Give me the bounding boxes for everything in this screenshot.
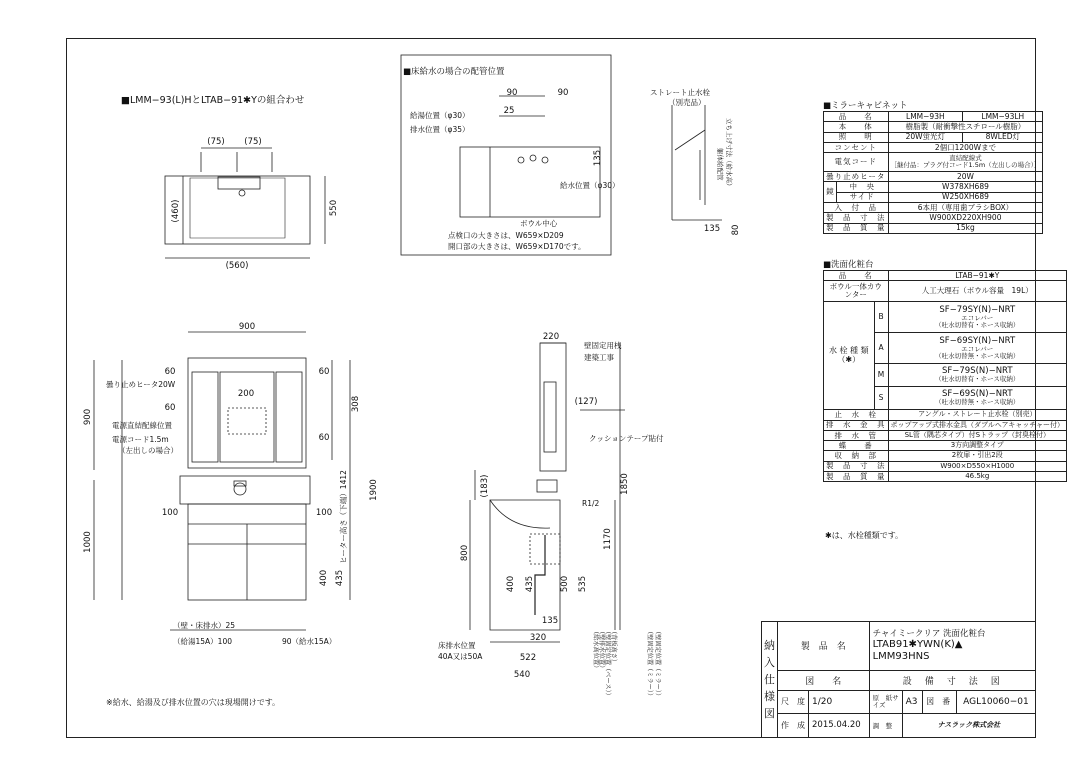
row-label: 製 品 寸 法 — [824, 461, 889, 471]
table-row — [824, 192, 1043, 202]
label-r12: R1/2 — [582, 499, 600, 508]
check-label: 調 整 — [869, 713, 902, 737]
dim-200: 200 — [237, 389, 255, 399]
label-wall-floor-drain: （壁・床排水）25 — [173, 621, 236, 630]
row-label: 品 名 — [824, 112, 889, 122]
row-value: 8WLED灯 — [963, 132, 1043, 142]
number-label: 図 番 — [923, 691, 957, 713]
dim-800: 800 — [460, 544, 470, 562]
plan-outline — [165, 176, 310, 244]
dim-135b: 135 — [703, 224, 721, 234]
dim-d550: 550 — [329, 199, 339, 217]
label-bowl-center: ボウル中心 — [520, 219, 558, 228]
dim-435: 435 — [335, 569, 345, 587]
label-cushion: クッションテープ貼付 — [589, 434, 664, 443]
drawing-number: AGL10060−01 — [956, 691, 1035, 713]
scale-value: 1/20 — [809, 691, 870, 713]
row-value: 2枚扉・引出2段 — [888, 451, 1067, 461]
side-vertical-label: （壁排水位置） — [598, 628, 605, 672]
dim-h1000: 1000 — [83, 531, 93, 553]
row-label: 照 明 — [824, 132, 889, 142]
dim-1170: 1170 — [603, 528, 613, 550]
table-row — [824, 223, 1043, 233]
row-label: 排 水 金 具 — [824, 420, 889, 430]
side-vertical-label: （壁固定位置（ミラー）） — [654, 628, 661, 700]
dim-1412: ヒーター高さ（下端）1412 — [339, 470, 348, 564]
faucet-spec: SF−69S(N)−NRT （吐水切替無・ホース収納） — [888, 387, 1067, 410]
scale-label: 尺 度 — [778, 691, 809, 713]
dim-127: (127) — [574, 397, 598, 407]
faucet-spec: SF−79S(N)−NRT （吐水切替有・ホース収納） — [888, 364, 1067, 387]
drawing-name: 設 備 寸 法 図 — [869, 670, 1035, 690]
dim-308: 308 — [351, 395, 361, 413]
vanity-table-title: ■洗面化粧台 — [823, 260, 874, 270]
plan-bowl — [190, 178, 285, 238]
date-value: 2015.04.20 — [809, 713, 870, 737]
dim-w560: (560) — [225, 261, 249, 271]
row-value: 46.5kg — [888, 472, 1067, 482]
row-label: 蝶 番 — [824, 441, 889, 451]
company-logo: ナスラック株式会社 — [902, 713, 1035, 737]
row-value: SL管（隅芯タイプ）付Sトラップ（封臭栓付） — [888, 430, 1067, 440]
label-floor-drain-sub: 40A又は50A — [438, 652, 483, 661]
faucet-code: M — [874, 364, 888, 387]
label-inspection: 点検口の大きさは、W659×D209 — [448, 231, 564, 240]
dim-90a: 90 — [506, 88, 518, 98]
row-value: 20W — [888, 172, 1043, 182]
counter-front — [180, 476, 310, 504]
vanity-note: ✱は、水栓種類です。 — [825, 531, 904, 540]
row-value: 2個口1200Wまで — [888, 142, 1043, 152]
row-label: 中 央 — [837, 182, 889, 192]
row-label: 製 品 寸 法 — [824, 213, 889, 223]
label-opening: 開口部の大きさは、W659×D170です。 — [448, 242, 586, 251]
label-hot15: （給湯15A）100 — [173, 637, 232, 646]
row-label: コンセント — [824, 142, 889, 152]
title-block — [761, 621, 1036, 738]
floor-detail-box — [401, 55, 611, 255]
label-wall-fix: 壁固定用桟 — [584, 341, 622, 350]
table-row — [824, 213, 1043, 223]
title-block-side — [762, 622, 778, 738]
title-side-char: 納 — [764, 638, 775, 652]
table-row — [824, 122, 1043, 132]
dim-80: 80 — [731, 224, 741, 236]
row-value: 20W蛍光灯 — [888, 132, 963, 142]
product-label: 製 品 名 — [778, 622, 870, 671]
row-label: 本 体 — [824, 122, 889, 132]
label-hot-water: 給湯位置（φ30） — [410, 111, 470, 120]
label-power-cord: 電源コード1.5m — [112, 435, 169, 444]
row-value: W900×D550×H1000 — [888, 461, 1067, 471]
mirror-side-label: 鏡 — [824, 182, 837, 203]
table-row — [824, 112, 1043, 122]
row-label: 品 名 — [824, 271, 889, 281]
drawing-label: 図 名 — [778, 670, 870, 690]
label-power-cord-sub: （左出しの場合） — [118, 446, 178, 455]
mirror-table-title: ■ミラーキャビネット — [823, 101, 908, 111]
paper-value: A3 — [902, 691, 923, 713]
faucet-label: 水 栓 種 類（✱） — [824, 302, 875, 410]
label-vert-b: 立ち上げ寸法（給水高） — [725, 118, 733, 190]
row-label: サイド — [837, 192, 889, 202]
row-value: LTAB−91✱Y — [888, 271, 1067, 281]
row-label: 電気コード — [824, 153, 889, 172]
dim-100b: 100 — [315, 508, 333, 518]
dim-900: 900 — [238, 322, 256, 332]
plan-faucet — [218, 177, 260, 189]
product-line-1: チャイミークリア 洗面化粧台 — [872, 628, 986, 639]
dim-90b: 90 — [557, 88, 569, 98]
dim-60a: 60 — [164, 367, 176, 377]
label-vert-a: 躯体給配管 — [716, 148, 724, 181]
row-value: 3方向調整タイプ — [888, 441, 1067, 451]
label-construction: 建築工事 — [584, 353, 614, 362]
row-value: 人工大理石（ボウル容量 19L） — [888, 281, 1067, 302]
dim-220: 220 — [542, 332, 560, 342]
label-anti-fog: 曇り止めヒータ20W — [106, 380, 176, 389]
dim-d460: (460) — [171, 199, 181, 223]
dim-w75a: (75) — [207, 137, 225, 147]
row-value: 直結配線式 ［継付品：プラグ付コード1.5m（左出しの場合）］ — [888, 153, 1043, 172]
dim-435-side: 435 — [525, 575, 535, 593]
dim-w75b: (75) — [244, 137, 262, 147]
row-label: ボウル一体カウンター — [824, 281, 889, 302]
table-row — [824, 153, 1043, 172]
dim-100a: 100 — [161, 508, 179, 518]
row-label: 止 水 栓 — [824, 410, 889, 420]
product-line-3: LMM93HNS — [872, 650, 930, 662]
title-side-char: 入 — [764, 655, 775, 669]
table-row — [824, 142, 1043, 152]
faucet-code: A — [874, 333, 888, 364]
product-name — [869, 622, 1035, 671]
dim-540: 540 — [513, 670, 531, 680]
side-vertical-label: （壁固定位置（ミラー）） — [646, 628, 653, 700]
title-side-char: 様 — [764, 690, 775, 704]
title-side-char: 図 — [764, 707, 775, 721]
dim-522: 522 — [519, 653, 537, 663]
dim-500-side: 500 — [560, 575, 570, 593]
dim-h900: 900 — [83, 408, 93, 426]
dim-60b: 60 — [318, 367, 330, 377]
label-floor-drain: 床排水位置 — [438, 641, 476, 650]
row-label: 排 水 管 — [824, 430, 889, 440]
faucet-code: S — [874, 387, 888, 410]
combination-title: ■LMM−93(L)HとLTAB−91✱Yの組合わせ — [121, 95, 305, 106]
dim-135-side: 135 — [541, 616, 559, 626]
faucet-spec: SF−79SY(N)−NRT エコレバー （吐水切替有・ホース収納） — [888, 302, 1067, 333]
row-value: 6本用（専用歯ブラシBOX） — [888, 203, 1043, 213]
label-water-supply: 給水位置（φ30） — [560, 181, 620, 190]
dim-320: 320 — [529, 633, 547, 643]
vanity-spec-table — [823, 270, 1067, 482]
mirror-cabinet-front — [188, 358, 306, 468]
side-vertical-label: （給水高位置） — [592, 628, 599, 672]
floor-supply-title: ■床給水の場合の配管位置 — [403, 67, 505, 77]
dim-400-side: 400 — [506, 575, 516, 593]
label-drain: 排水位置（φ35） — [410, 125, 470, 134]
label-sup15: 90（給水15A） — [282, 637, 337, 646]
plan-drain — [239, 190, 245, 196]
row-value: 樹脂製（耐衝撃性スチロール樹脂） — [888, 122, 1043, 132]
row-value: アングル・ストレート止水栓（別売） — [888, 410, 1067, 420]
label-straight-valve: ストレート止水栓 — [650, 88, 710, 97]
table-row — [824, 172, 1043, 182]
paper-label: 原 紙サイズ — [869, 691, 902, 713]
label-straight-valve-sub: （別売品） — [668, 98, 706, 107]
dim-135: 135 — [593, 149, 603, 167]
date-label: 作 成 — [778, 713, 809, 737]
row-label: 曇り止めヒータ — [824, 172, 889, 182]
side-vertical-label: （壁固定位置（ベース）） — [604, 628, 611, 699]
row-label: 製 品 質 量 — [824, 472, 889, 482]
side-vertical-label: （背板高さ） — [610, 628, 617, 666]
mirror-spec-table — [823, 111, 1043, 234]
row-value: LMM−93H — [888, 112, 963, 122]
dim-60c: 60 — [164, 403, 176, 413]
row-value: ポップアップ式排水金具（ダブルヘアキャッチャー付） — [888, 420, 1067, 430]
dim-25: 25 — [503, 106, 515, 116]
row-value: W900XD220XH900 — [888, 213, 1043, 223]
dim-535-side: 535 — [578, 575, 588, 593]
title-side-char: 仕 — [764, 672, 775, 686]
label-power-wire: 電源直結配線位置 — [112, 421, 172, 430]
dim-183: (183) — [480, 474, 490, 498]
faucet-code: B — [874, 302, 888, 333]
note-bottom: ※給水、給湯及び排水位置の穴は現場開けです。 — [106, 698, 281, 707]
product-line-2: LTAB91✱YWN(K)▲ — [872, 639, 963, 651]
row-label: 製 品 質 量 — [824, 223, 889, 233]
dim-60d: 60 — [318, 433, 330, 443]
row-value: LMM−93LH — [963, 112, 1043, 122]
row-label: 入 付 品 — [824, 203, 889, 213]
cabinet-side — [490, 500, 560, 630]
table-row — [824, 182, 1043, 192]
dim-400: 400 — [319, 569, 329, 587]
table-row — [824, 132, 1043, 142]
dim-1850: 1850 — [620, 473, 630, 495]
dim-1900: 1900 — [369, 479, 379, 501]
table-row — [824, 203, 1043, 213]
row-value: W378XH689 — [888, 182, 1043, 192]
faucet-spec: SF−69SY(N)−NRT エコレバー （吐水切替無・ホース収納） — [888, 333, 1067, 364]
row-value: W250XH689 — [888, 192, 1043, 202]
straight-valve-detail — [672, 105, 722, 220]
row-value: 15kg — [888, 223, 1043, 233]
row-label: 収 納 部 — [824, 451, 889, 461]
